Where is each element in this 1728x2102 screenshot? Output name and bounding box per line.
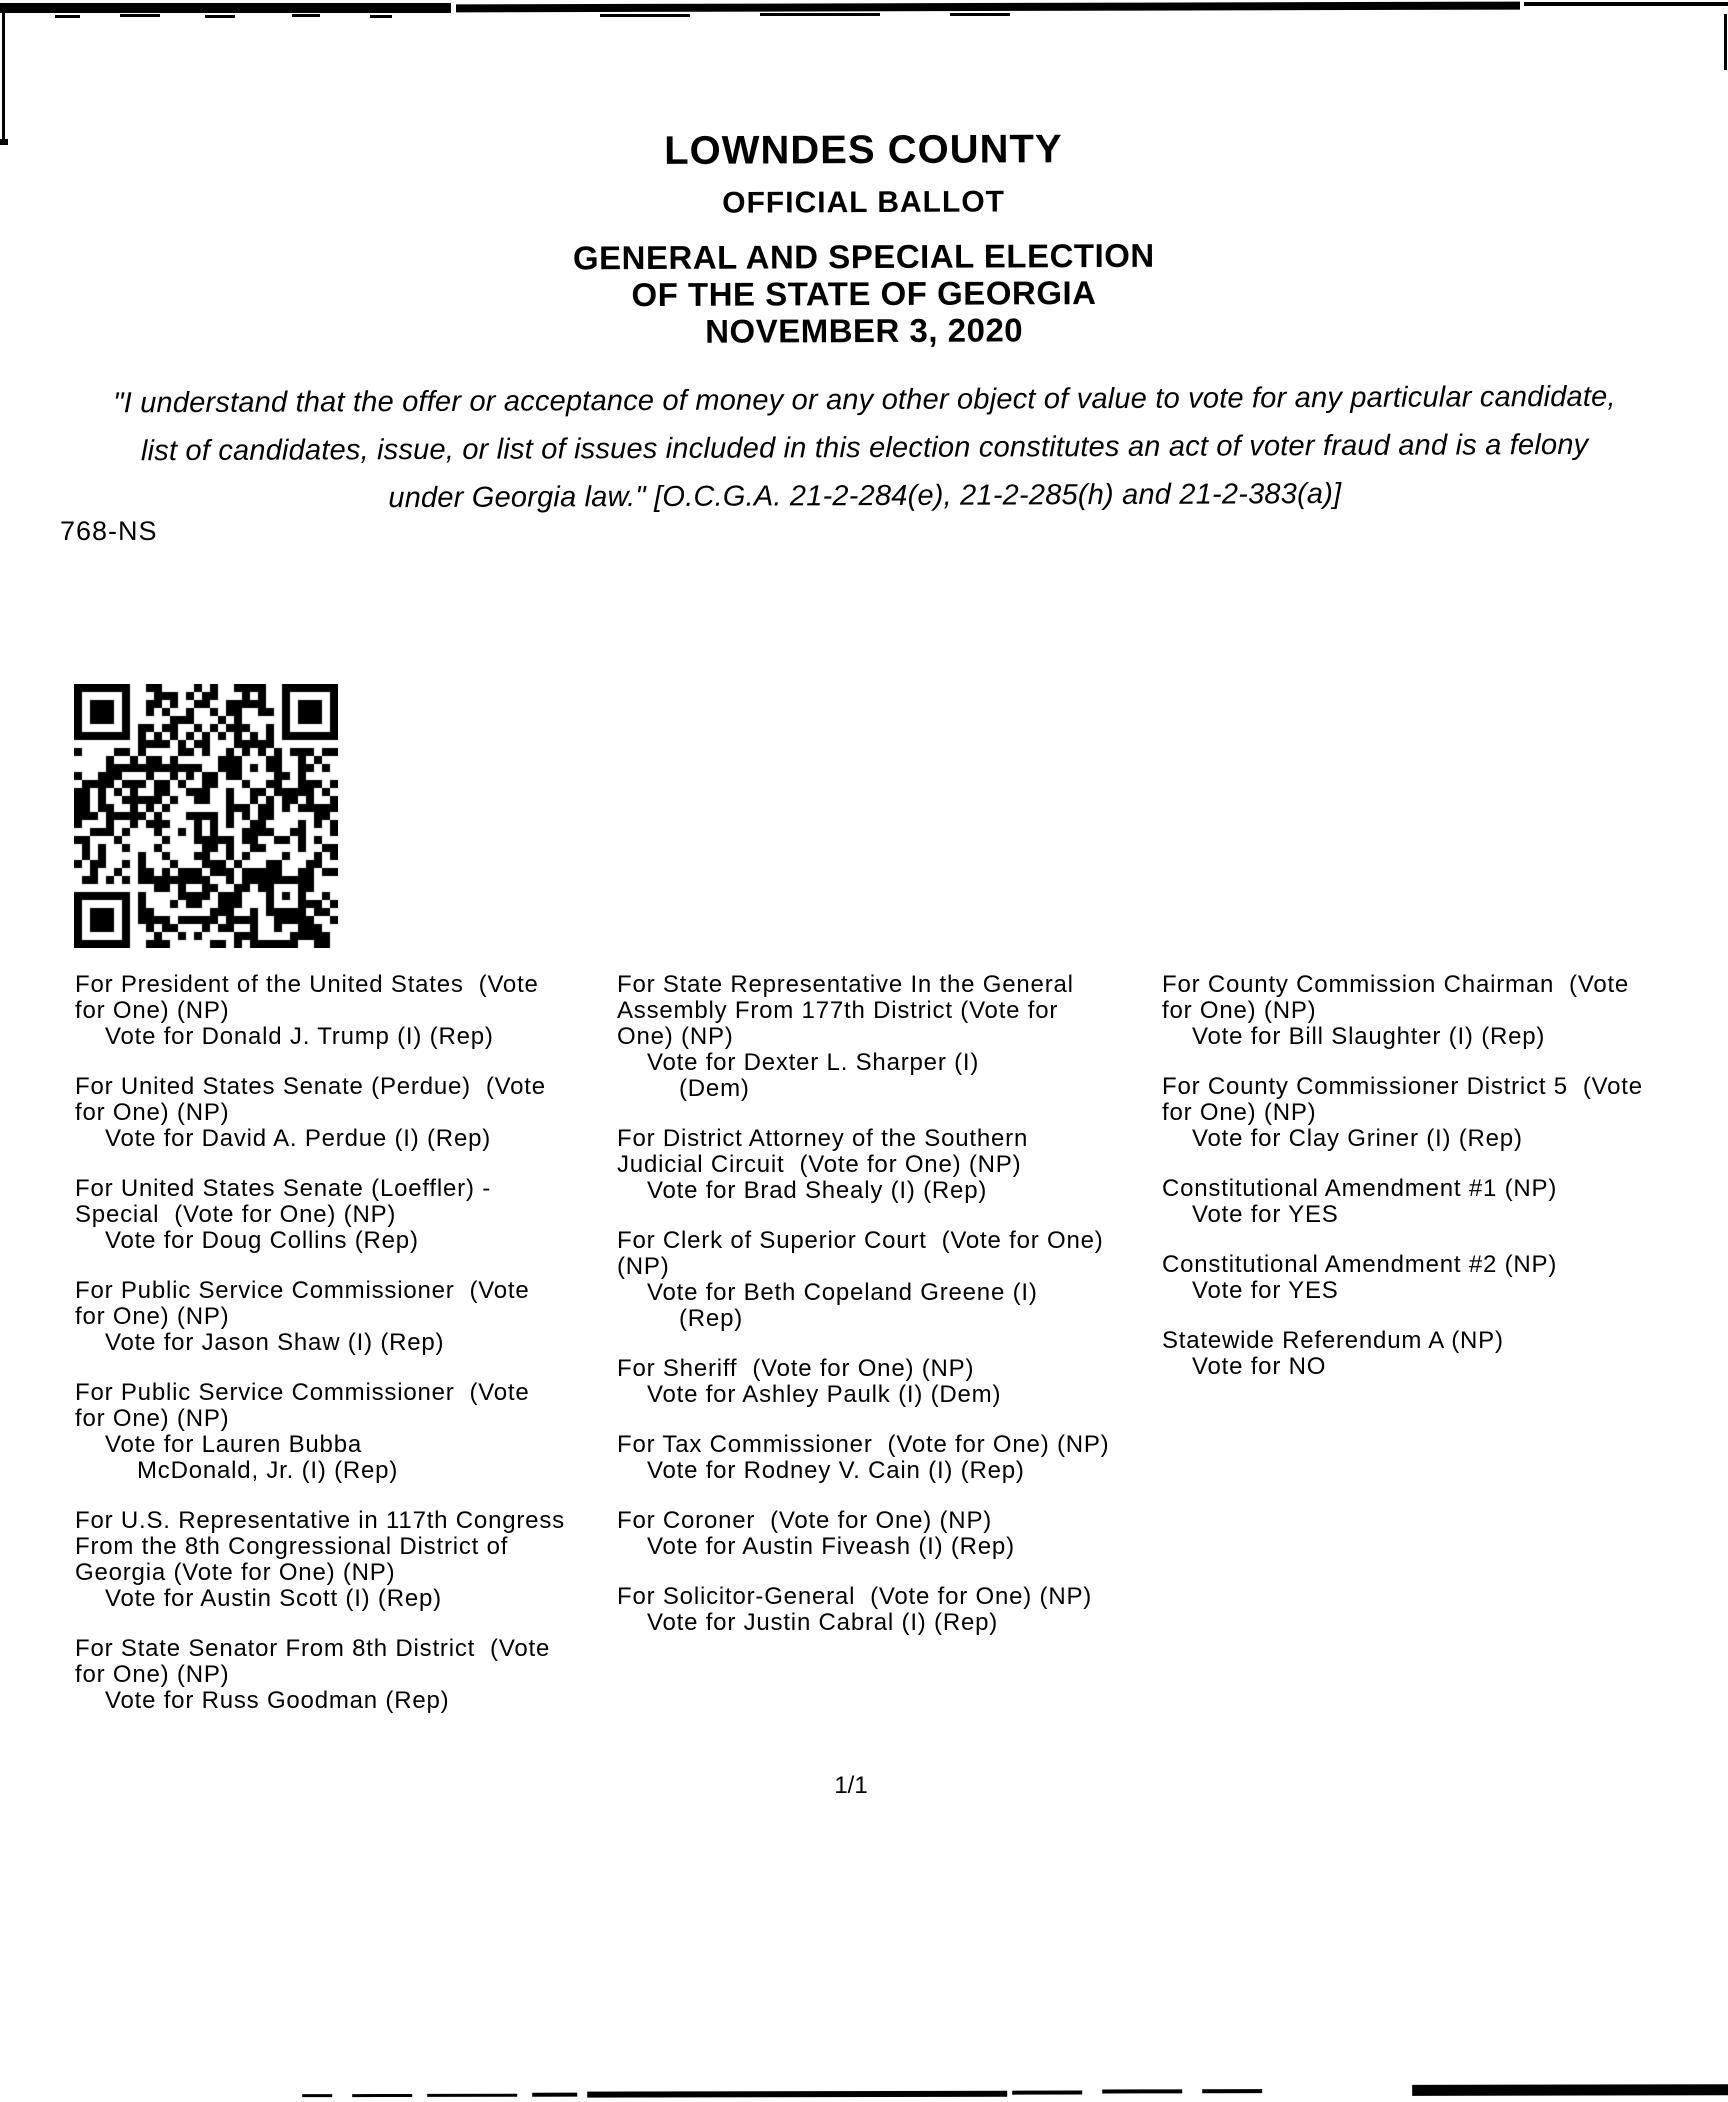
contest-block xyxy=(75,1380,615,1484)
contest-title-line: From the 8th Congressional District of xyxy=(75,1533,509,1560)
election-title-line: OF THE STATE OF GEORGIA xyxy=(631,274,1097,314)
scan-artifact-dash xyxy=(427,2094,517,2097)
contest-block xyxy=(617,1584,1157,1636)
scan-artifact-dash xyxy=(352,2094,412,2097)
contest-title-line: For Sheriff (Vote for One) (NP) xyxy=(617,1355,975,1382)
contest-block xyxy=(1162,1176,1707,1228)
contest-title-line: Georgia (Vote for One) (NP) xyxy=(75,1559,396,1586)
contest-title-line: For United States Senate (Perdue) (Vote xyxy=(75,1073,546,1100)
contest-block xyxy=(75,1176,615,1254)
vote-selection-line: Vote for David A. Perdue (I) (Rep) xyxy=(105,1125,492,1152)
vote-selection-line: Vote for Donald J. Trump (I) (Rep) xyxy=(105,1023,494,1050)
contest-title-line: for One) (NP) xyxy=(75,1303,230,1330)
contest-title-line: For Public Service Commissioner (Vote xyxy=(75,1277,530,1304)
vote-selection-line: (Rep) xyxy=(679,1305,744,1332)
contest-title-line: Special (Vote for One) (NP) xyxy=(75,1201,397,1228)
contest-title-line: For County Commissioner District 5 (Vote xyxy=(1162,1073,1643,1100)
vote-selection-line: (Dem) xyxy=(679,1075,750,1102)
contest-title-line: for One) (NP) xyxy=(75,1099,230,1126)
contest-title-line: Constitutional Amendment #1 (NP) xyxy=(1162,1175,1558,1202)
contest-block xyxy=(1162,1074,1707,1152)
ballot-type-title: OFFICIAL BALLOT xyxy=(722,185,1006,220)
contest-title-line: for One) (NP) xyxy=(1162,997,1317,1024)
election-title-line: NOVEMBER 3, 2020 xyxy=(705,311,1024,350)
ballot-header xyxy=(0,124,1728,353)
ballot-column-3 xyxy=(1162,972,1707,1404)
contest-block xyxy=(617,1432,1157,1484)
contest-block xyxy=(617,972,1157,1102)
contest-title-line: For Coroner (Vote for One) (NP) xyxy=(617,1507,993,1534)
contest-title-line: For Tax Commissioner (Vote for One) (NP) xyxy=(617,1431,1110,1458)
contest-title-line: For U.S. Representative in 117th Congress xyxy=(75,1507,565,1534)
vote-selection-line: Vote for Lauren Bubba xyxy=(105,1431,362,1458)
voter-fraud-disclaimer xyxy=(0,372,1728,524)
contest-title-line: For Clerk of Superior Court (Vote for One) xyxy=(617,1227,1104,1254)
scan-artifact-dash xyxy=(1202,2089,1262,2093)
ballot-style-code: 768-NS xyxy=(60,516,158,546)
scan-artifact-dash xyxy=(302,2094,332,2097)
contest-block xyxy=(617,1126,1157,1204)
voter-fraud-disclaimer-line: under Georgia law." [O.C.G.A. 21-2-284(e), 21-2-285(h) and 21-2-383(a)] xyxy=(388,477,1342,515)
vote-selection-line: Vote for Rodney V. Cain (I) (Rep) xyxy=(647,1457,1025,1484)
vote-selection-line: Vote for YES xyxy=(1192,1277,1339,1304)
vote-selection-line: Vote for YES xyxy=(1192,1201,1339,1228)
contest-title-line: Assembly From 177th District (Vote for xyxy=(617,997,1059,1024)
scan-artifact-dash xyxy=(532,2093,577,2097)
contest-title-line: For State Representative In the General xyxy=(617,971,1074,998)
contest-title-line: for One) (NP) xyxy=(75,1405,230,1432)
contest-title-line: Statewide Referendum A (NP) xyxy=(1162,1327,1504,1354)
contest-title-line: For District Attorney of the Southern xyxy=(617,1125,1029,1152)
ballot-column-1 xyxy=(75,972,615,1738)
vote-selection-line: Vote for NO xyxy=(1192,1353,1327,1380)
vote-selection-line: Vote for Ashley Paulk (I) (Dem) xyxy=(647,1381,1002,1408)
contest-block xyxy=(617,1508,1157,1560)
scan-artifact-dash xyxy=(1012,2091,1082,2095)
vote-selection-line: Vote for Jason Shaw (I) (Rep) xyxy=(105,1329,445,1356)
contest-title-line: For County Commission Chairman (Vote xyxy=(1162,971,1630,998)
contest-title-line: for One) (NP) xyxy=(1162,1099,1317,1126)
contest-title-line: Constitutional Amendment #2 (NP) xyxy=(1162,1251,1558,1278)
vote-selection-line: Vote for Austin Scott (I) (Rep) xyxy=(105,1585,442,1612)
ballot-qr-code xyxy=(74,684,338,948)
contest-block xyxy=(75,972,615,1050)
contest-title-line: (NP) xyxy=(617,1253,670,1280)
contest-block xyxy=(1162,1328,1707,1380)
vote-selection-line: McDonald, Jr. (I) (Rep) xyxy=(137,1457,399,1484)
contest-title-line: For Public Service Commissioner (Vote xyxy=(75,1379,530,1406)
voter-fraud-disclaimer-line: "I understand that the offer or acceptance of money or any other object of value to vote for any particular candidate, xyxy=(113,380,1616,420)
contest-title-line: One) (NP) xyxy=(617,1023,734,1050)
page-number: 1/1 xyxy=(834,1772,868,1799)
contest-block xyxy=(75,1636,615,1714)
election-title xyxy=(0,234,1728,353)
election-title-line: GENERAL AND SPECIAL ELECTION xyxy=(572,236,1155,277)
contest-title-line: For United States Senate (Loeffler) - xyxy=(75,1175,492,1202)
scan-artifact-bottom-bar xyxy=(587,2091,1007,2098)
contest-block xyxy=(75,1278,615,1356)
vote-selection-line: Vote for Brad Shealy (I) (Rep) xyxy=(647,1177,988,1204)
vote-selection-line: Vote for Beth Copeland Greene (I) xyxy=(647,1279,1038,1306)
county-title: LOWNDES COUNTY xyxy=(664,127,1063,173)
contest-block xyxy=(1162,972,1707,1050)
ballot-column-2 xyxy=(617,972,1157,1660)
vote-selection-line: Vote for Clay Griner (I) (Rep) xyxy=(1192,1125,1523,1152)
vote-selection-line: Vote for Dexter L. Sharper (I) xyxy=(647,1049,980,1076)
contest-title-line: For Solicitor-General (Vote for One) (NP) xyxy=(617,1583,1093,1610)
scan-artifact-dash xyxy=(1102,2089,1182,2093)
contest-block xyxy=(617,1356,1157,1408)
voter-fraud-disclaimer-line: list of candidates, issue, or list of issues included in this election constitutes an act of voter fraud and is a felony xyxy=(140,428,1589,468)
contest-block xyxy=(617,1228,1157,1332)
contest-title-line: For President of the United States (Vote xyxy=(75,971,539,998)
vote-selection-line: Vote for Russ Goodman (Rep) xyxy=(105,1687,450,1714)
vote-selection-line: Vote for Austin Fiveash (I) (Rep) xyxy=(647,1533,1015,1560)
vote-selection-line: Vote for Justin Cabral (I) (Rep) xyxy=(647,1609,999,1636)
contest-title-line: for One) (NP) xyxy=(75,997,230,1024)
contest-title-line: Judicial Circuit (Vote for One) (NP) xyxy=(617,1151,1022,1178)
vote-selection-line: Vote for Doug Collins (Rep) xyxy=(105,1227,419,1254)
scan-artifact-bottom-bar-right xyxy=(1412,2084,1728,2096)
contest-block xyxy=(1162,1252,1707,1304)
contest-block xyxy=(75,1508,615,1612)
vote-selection-line: Vote for Bill Slaughter (I) (Rep) xyxy=(1192,1023,1546,1050)
contest-title-line: For State Senator From 8th District (Vote xyxy=(75,1635,551,1662)
contest-block xyxy=(75,1074,615,1152)
contest-title-line: for One) (NP) xyxy=(75,1661,230,1688)
